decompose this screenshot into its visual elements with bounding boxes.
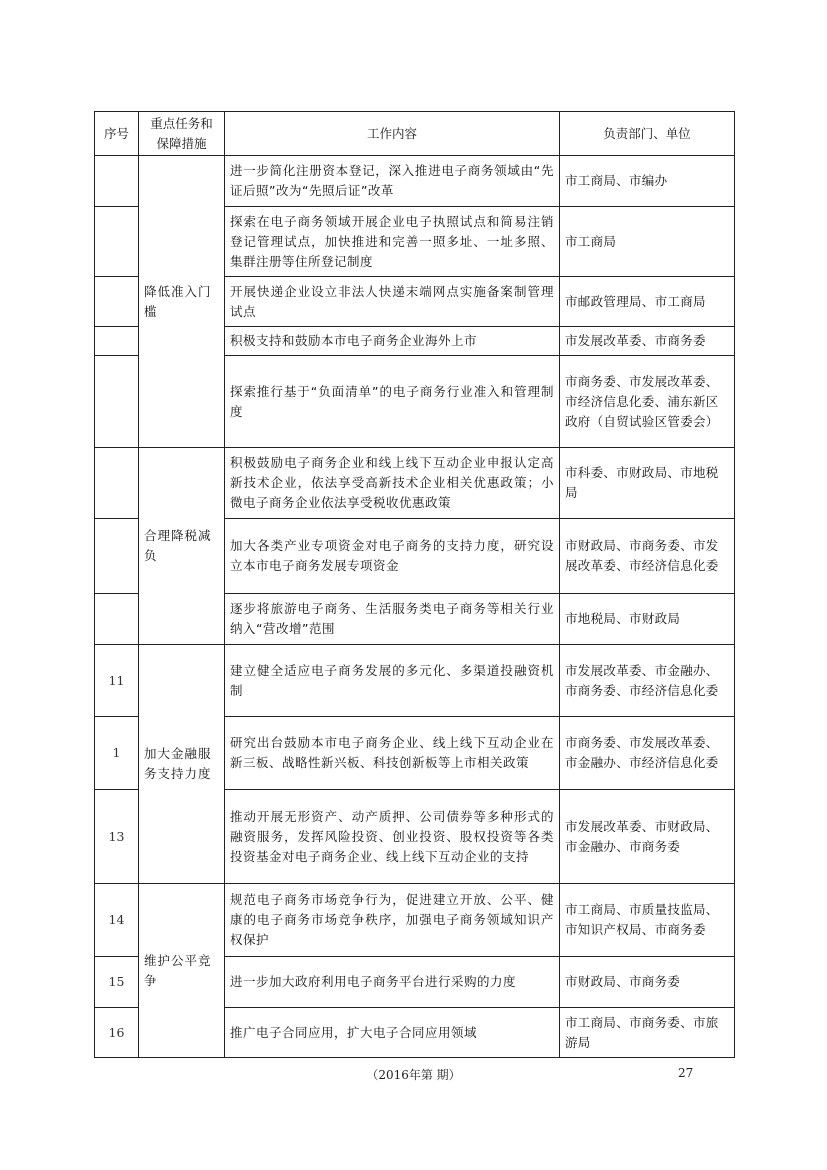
row-content: 建立健全适应电子商务发展的多元化、多渠道投融资机制: [225, 645, 560, 717]
table-header-row: [95, 112, 735, 156]
table-row: [95, 448, 735, 519]
page-number: 27: [678, 1066, 694, 1080]
row-content: 推广电子合同应用，扩大电子合同应用领域: [225, 1008, 560, 1058]
row-dept: 市发展改革委、市金融办、市商务委、市经济信息化委: [560, 645, 735, 717]
row-dept: 市发展改革委、市商务委: [560, 327, 735, 356]
row-dept: 市商务委、市发展改革委、市金融办、市经济信息化委: [560, 717, 735, 790]
row-dept: 市工商局、市商务委、市旅游局: [560, 1008, 735, 1058]
row-dept: 市邮政管理局、市工商局: [560, 277, 735, 327]
row-number: [95, 156, 139, 207]
header-dept: 负责部门、单位: [560, 112, 735, 156]
row-content: 进一步加大政府利用电子商务平台进行采购的力度: [225, 957, 560, 1008]
category-lower-entry-threshold: 降低准入门槛: [139, 156, 225, 448]
row-content: 研究出台鼓励本市电子商务企业、线上线下互动企业在新三板、战略性新兴板、科技创新板等上市相关政策: [225, 717, 560, 790]
row-number: 15: [95, 957, 139, 1008]
row-dept: 市工商局: [560, 207, 735, 277]
row-content: 开展快递企业设立非法人快递末端网点实施备案制管理试点: [225, 277, 560, 327]
row-number: 16: [95, 1008, 139, 1058]
category-financial-support: 加大金融服务支持力度: [139, 645, 225, 884]
row-number: [95, 356, 139, 448]
table-row: [95, 156, 735, 207]
category-fair-competition: 维护公平竞争: [139, 884, 225, 1058]
row-number: 14: [95, 884, 139, 957]
row-content: 探索推行基于“负面清单”的电子商务行业准入和管理制度: [225, 356, 560, 448]
row-content: 进一步简化注册资本登记，深入推进电子商务领域由“先证后照”改为“先照后证”改革: [225, 156, 560, 207]
row-content: 积极支持和鼓励本市电子商务企业海外上市: [225, 327, 560, 356]
row-number: 13: [95, 790, 139, 884]
row-content: 加大各类产业专项资金对电子商务的支持力度，研究设立本市电子商务发展专项资金: [225, 519, 560, 594]
header-content: 工作内容: [225, 112, 560, 156]
task-table: [94, 111, 735, 1058]
row-dept: 市科委、市财政局、市地税局: [560, 448, 735, 519]
row-dept: 市地税局、市财政局: [560, 594, 735, 645]
row-dept: 市工商局、市编办: [560, 156, 735, 207]
row-dept: 市工商局、市质量技监局、市知识产权局、市商务委: [560, 884, 735, 957]
row-content: 逐步将旅游电子商务、生活服务类电子商务等相关行业纳入“营改增”范围: [225, 594, 560, 645]
header-task: 重点任务和保障措施: [139, 112, 225, 156]
row-number: [95, 277, 139, 327]
category-reduce-tax-burden: 合理降税减负: [139, 448, 225, 645]
row-number: [95, 207, 139, 277]
row-content: 规范电子商务市场竞争行为，促进建立开放、公平、健康的电子商务市场竞争秩序，加强电子商务领域知识产权保护: [225, 884, 560, 957]
row-content: 积极鼓励电子商务企业和线上线下互动企业申报认定高新技术企业，依法享受高新技术企业相关优惠政策；小微电子商务企业依法享受税收优惠政策: [225, 448, 560, 519]
header-seq: 序号: [95, 112, 139, 156]
row-number: 11: [95, 645, 139, 717]
row-number: 1: [95, 717, 139, 790]
row-number: [95, 594, 139, 645]
row-number: [95, 327, 139, 356]
row-content: 推动开展无形资产、动产质押、公司债券等多种形式的融资服务，发挥风险投资、创业投资、股权投资等各类投资基金对电子商务企业、线上线下互动企业的支持: [225, 790, 560, 884]
row-number: [95, 519, 139, 594]
row-dept: 市财政局、市商务委: [560, 957, 735, 1008]
table-row: [95, 884, 735, 957]
row-dept: 市发展改革委、市财政局、市金融办、市商务委: [560, 790, 735, 884]
row-dept: 市财政局、市商务委、市发展改革委、市经济信息化委: [560, 519, 735, 594]
row-content: 探索在电子商务领域开展企业电子执照试点和简易注销登记管理试点，加快推进和完善一照多址、一址多照、集群注册等住所登记制度: [225, 207, 560, 277]
row-number: [95, 448, 139, 519]
row-dept: 市商务委、市发展改革委、市经济信息化委、浦东新区政府（自贸试验区管委会）: [560, 356, 735, 448]
table-row: [95, 645, 735, 717]
footer-issue-label: （2016年第 期）: [366, 1068, 461, 1082]
